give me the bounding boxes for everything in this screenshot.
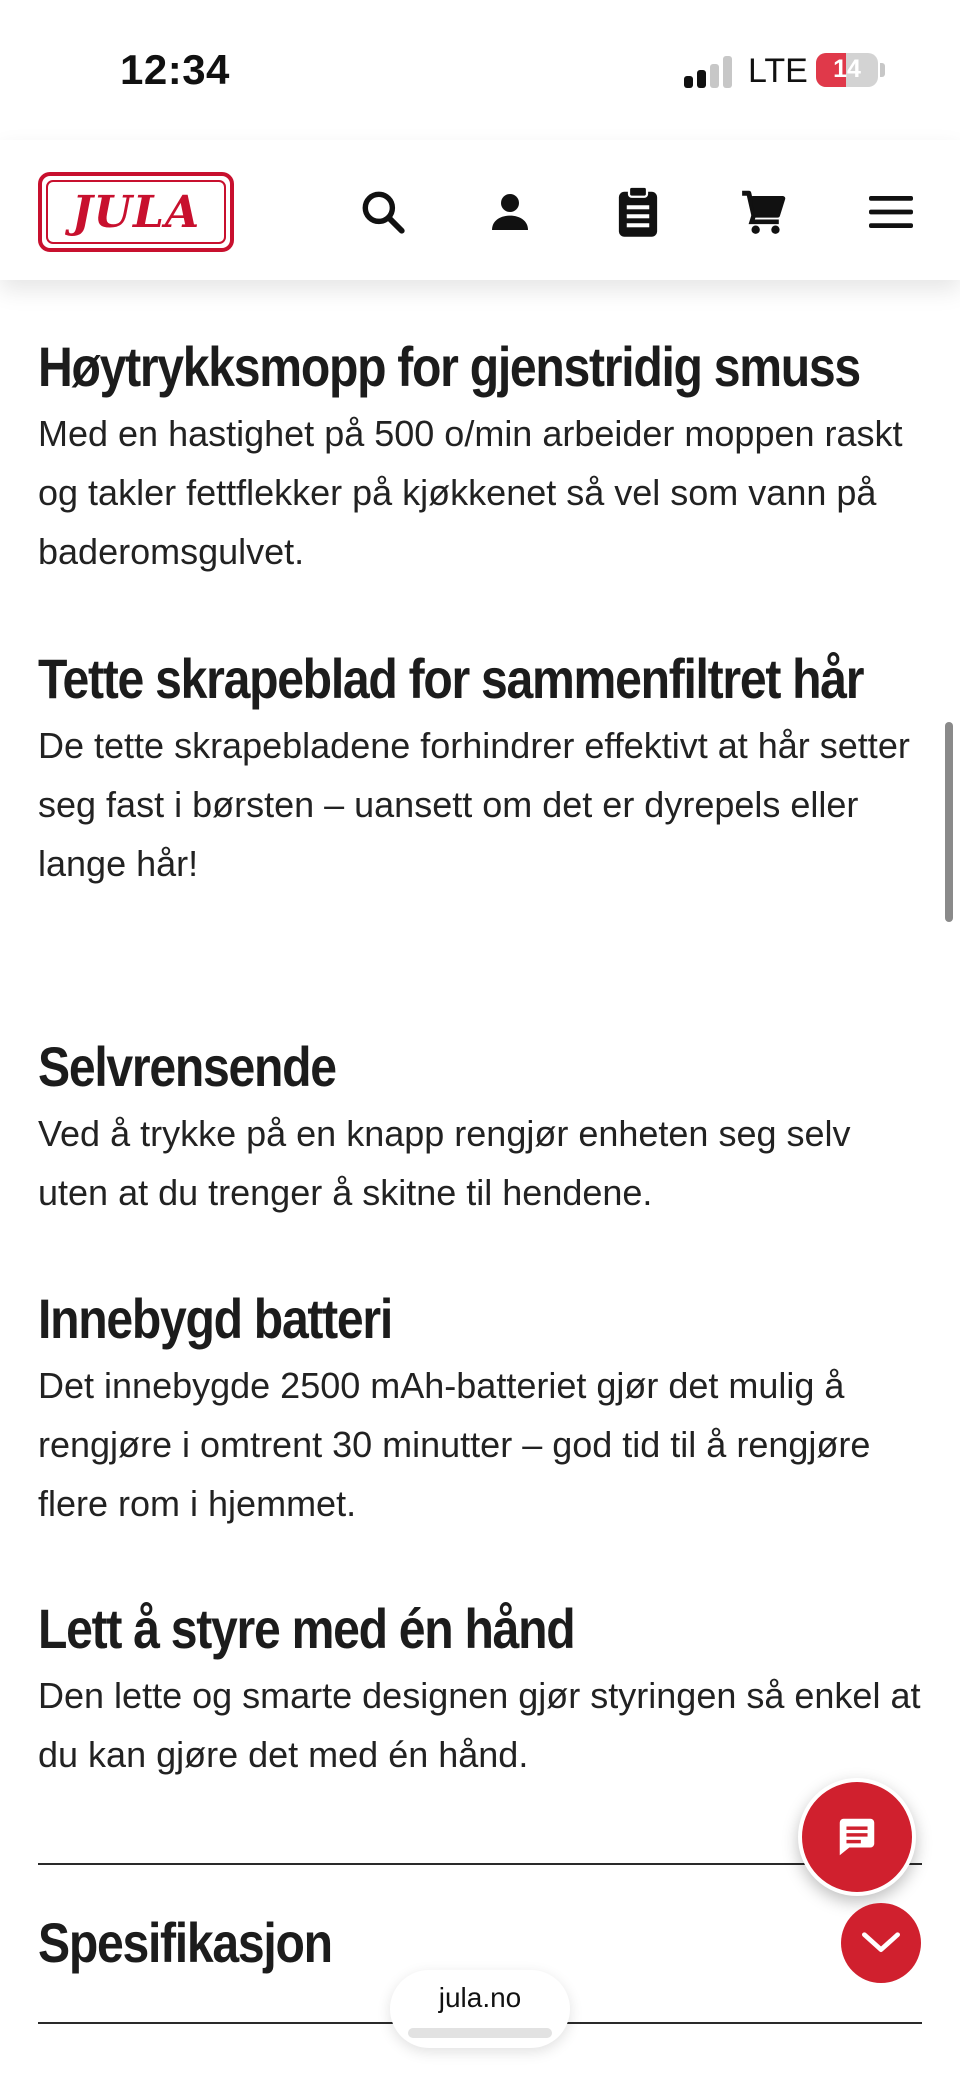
feature-body: Ved å trykke på en knapp rengjør enheten seg selv uten at du trenger å skitne til hendene. — [38, 1113, 851, 1213]
feature-scraper-blades — [38, 642, 928, 893]
expand-section-button[interactable] — [841, 1903, 921, 1983]
account-icon[interactable] — [481, 183, 539, 241]
feature-title: Tette skrapeblad for sammenfiltret hår — [38, 647, 864, 710]
battery-icon — [816, 53, 878, 87]
signal-strength-icon — [684, 56, 732, 88]
menu-icon[interactable] — [862, 183, 920, 241]
network-type: LTE — [748, 52, 808, 90]
chevron-down-icon — [861, 1930, 901, 1956]
home-indicator[interactable] — [408, 2028, 552, 2038]
feature-self-cleaning — [38, 1030, 928, 1222]
logo-frame — [46, 180, 226, 244]
feature-body: Den lette og smarte designen gjør styringen så enkel at du kan gjøre det med én hånd. — [38, 1675, 921, 1775]
page-scrollbar[interactable] — [945, 722, 953, 922]
search-icon[interactable] — [354, 183, 412, 241]
feature-title: Selvrensende — [38, 1035, 336, 1098]
cart-icon[interactable] — [735, 183, 793, 241]
feature-title: Lett å styre med én hånd — [38, 1597, 575, 1660]
url-text: jula.no — [438, 1982, 522, 2013]
feature-body: Med en hastighet på 500 o/min arbeider moppen raskt og takler fettflekker på kjøkkenet så vel som vann på baderomsgulvet. — [38, 413, 903, 572]
spec-section-header[interactable]: Spesifikasjon — [38, 1911, 332, 1974]
feature-built-in-battery — [38, 1282, 928, 1533]
status-time: 12:34 — [120, 46, 230, 93]
feature-title: Høytrykksmopp for gjenstridig smuss — [38, 335, 860, 398]
feature-body: De tette skrapebladene forhindrer effektivt at hår setter seg fast i børsten – uansett om det er dyrepels eller lange hår! — [38, 725, 910, 884]
site-header — [0, 140, 960, 280]
battery-percentage: 14 — [833, 55, 861, 83]
chat-icon — [834, 1814, 880, 1860]
section-divider — [38, 1863, 922, 1865]
clipboard-icon[interactable] — [609, 183, 667, 241]
logo-text: JULA — [71, 186, 201, 238]
feature-high-pressure-mop — [38, 330, 928, 581]
feature-one-hand-control — [38, 1592, 928, 1784]
feature-body: Det innebygde 2500 mAh-batteriet gjør det mulig å rengjøre i omtrent 30 minutter – god tid til å rengjøre flere rom i hjemmet. — [38, 1365, 871, 1524]
status-bar — [0, 0, 960, 140]
feature-title: Innebygd batteri — [38, 1287, 392, 1350]
jula-logo[interactable] — [38, 172, 234, 252]
battery-cap — [880, 63, 885, 77]
chat-button[interactable] — [798, 1778, 916, 1896]
